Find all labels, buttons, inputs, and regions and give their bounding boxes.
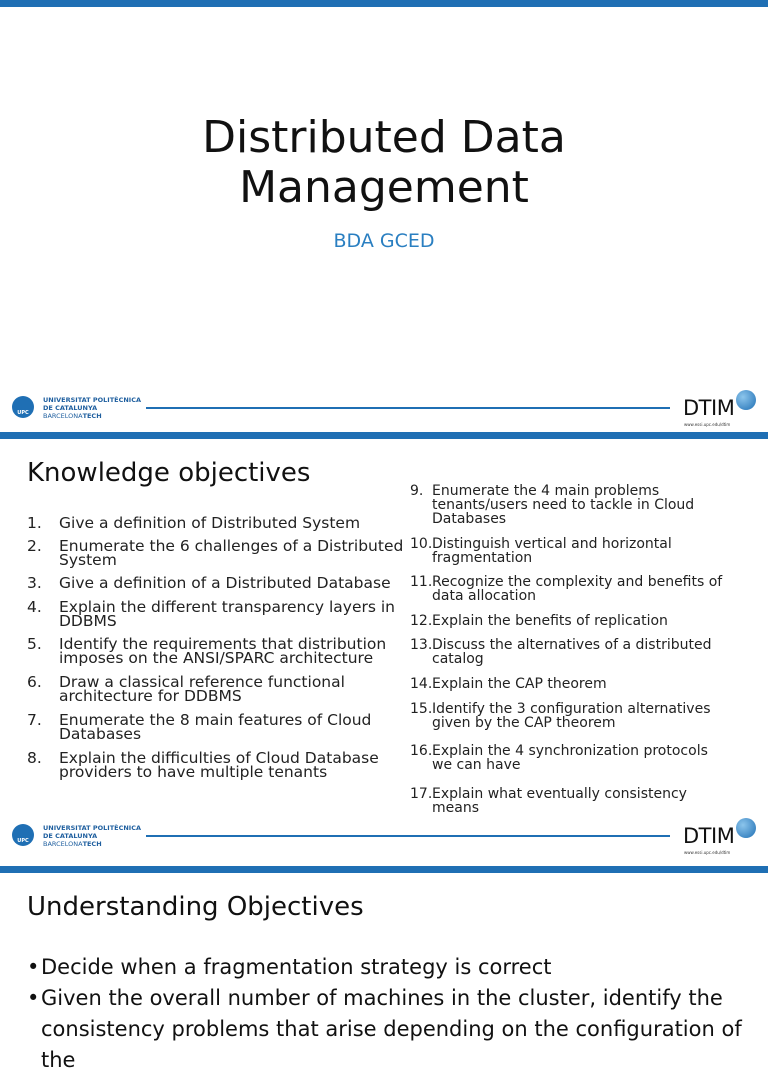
understanding-bullets: [27, 952, 747, 1076]
objective-text: Explain the CAP theorem: [432, 676, 607, 692]
slide-title: [0, 0, 768, 432]
title-line-2: Management: [239, 162, 529, 213]
objective-number: 4.: [27, 598, 42, 616]
objective-text: Give a definition of a Distributed Database: [59, 574, 391, 592]
objective-text: Recognize the complexity and benefits of data allocation: [432, 574, 723, 604]
globe-icon: [736, 390, 756, 410]
top-accent-bar: [0, 866, 768, 873]
objective-text: Identify the 3 configuration alternatives given by the CAP theorem: [432, 701, 711, 731]
bullet-item: • Decide when a fragmentation strategy is correct: [27, 952, 747, 983]
objective-number: 7.: [27, 711, 42, 729]
slide-heading: Understanding Objectives: [27, 892, 364, 922]
objective-text: Explain the difficulties of Cloud Database providers to have multiple tenants: [59, 749, 379, 781]
objective-text: Discuss the alternatives of a distributed catalog: [432, 637, 712, 667]
objective-text: Explain the different transparency layers in DDBMS: [59, 598, 396, 630]
objective-number: 12.: [410, 613, 433, 629]
objective-text: Enumerate the 6 challenges of a Distributed System: [59, 537, 404, 569]
bullet-item: • Given the overall number of machines in the cluster, identify the consistency problems that arise depending on the configuration of the: [27, 983, 747, 1076]
slide-footer: [0, 822, 768, 862]
objective-text: Explain what eventually consistency means: [432, 786, 687, 816]
dtim-url: www.essi.upc.edu/dtim: [684, 422, 731, 427]
objective-text: Distinguish vertical and horizontal fragmentation: [432, 536, 672, 566]
objective-number: 16.: [410, 743, 433, 759]
objective-text: Draw a classical reference functional architecture for DDBMS: [59, 673, 345, 705]
objective-number: 17.: [410, 786, 433, 802]
top-accent-bar: [0, 0, 768, 7]
objective-text: Explain the 4 synchronization protocols we can have: [432, 743, 708, 773]
footer-divider: [146, 835, 670, 837]
objective-text: Enumerate the 4 main problems tenants/users need to tackle in Cloud Databases: [432, 483, 695, 527]
slide-heading: Knowledge objectives: [27, 458, 311, 488]
dtim-logo: DTIM: [683, 396, 735, 420]
objective-number: 8.: [27, 749, 42, 767]
objective-number: 5.: [27, 635, 42, 653]
objective-number: 11.: [410, 574, 433, 590]
objective-number: 15.: [410, 701, 433, 717]
objective-number: 6.: [27, 673, 42, 691]
slide-title-text: [0, 113, 768, 213]
slide-subtitle: BDA GCED: [333, 230, 435, 252]
objective-number: 14.: [410, 676, 433, 692]
slide-knowledge-objectives: [0, 432, 768, 866]
upc-wordmark: UNIVERSITAT POLITÈCNICA DE CATALUNYA BARCELONATECH: [43, 396, 142, 420]
objective-text: Explain the benefits of replication: [432, 613, 668, 629]
objective-text: Identify the requirements that distribution imposes on the ANSI/SPARC architecture: [59, 635, 387, 667]
objective-number: 3.: [27, 574, 42, 592]
objective-number: 13.: [410, 637, 433, 653]
dtim-logo: DTIM: [683, 824, 735, 848]
slide-footer: [0, 394, 768, 432]
globe-icon: [736, 818, 756, 838]
objective-number: 1.: [27, 514, 42, 532]
objective-text: Give a definition of Distributed System: [59, 514, 361, 532]
objective-number: 10.: [410, 536, 433, 552]
upc-wordmark: UNIVERSITAT POLITÈCNICA DE CATALUNYA BARCELONATECH: [43, 824, 142, 848]
objective-number: 2.: [27, 537, 42, 555]
objective-text: Enumerate the 8 main features of Cloud Databases: [59, 711, 372, 743]
dtim-url: www.essi.upc.edu/dtim: [684, 850, 731, 855]
title-line-1: Distributed Data: [202, 112, 566, 163]
objective-number: 9.: [410, 483, 424, 499]
footer-divider: [146, 407, 670, 409]
upc-logo-icon: UPC: [12, 396, 34, 418]
upc-logo-icon: UPC: [12, 824, 34, 846]
objectives-list-left: [27, 432, 404, 866]
objectives-list-right: [410, 432, 760, 866]
